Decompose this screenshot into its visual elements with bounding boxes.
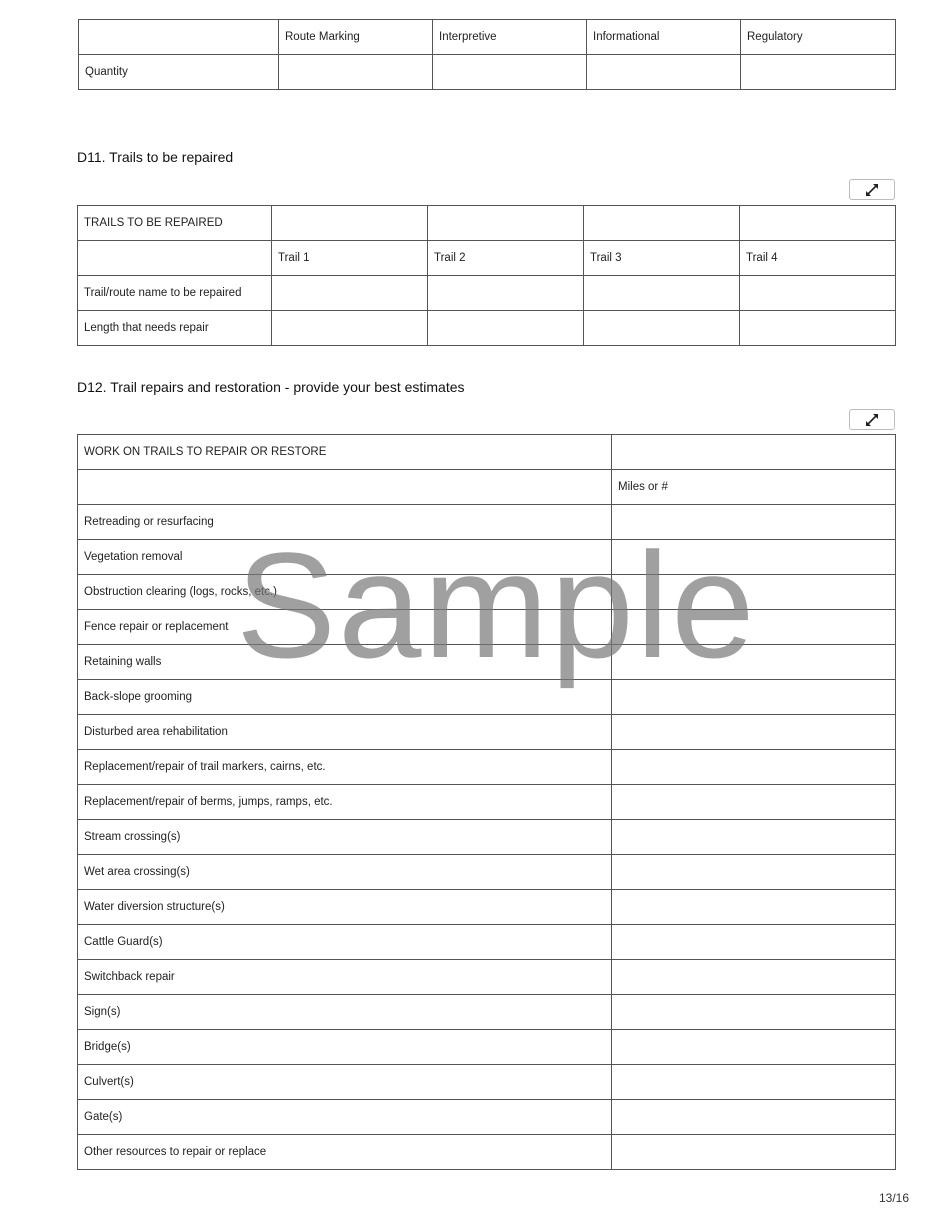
table-row: [78, 680, 896, 715]
row-label: Replacement/repair of berms, jumps, ramps, etc.: [78, 785, 612, 820]
table-cell: [584, 206, 740, 241]
row-label: Cattle Guard(s): [78, 925, 612, 960]
signs-quantity-table: [78, 19, 896, 90]
input-cell[interactable]: [612, 1135, 896, 1170]
input-cell[interactable]: [612, 750, 896, 785]
row-label: Length that needs repair: [78, 311, 272, 346]
table-row: [78, 610, 896, 645]
table-row: [78, 206, 896, 241]
table-row: [78, 505, 896, 540]
table-row: [78, 645, 896, 680]
table-row: [78, 575, 896, 610]
table-row: [78, 1135, 896, 1170]
row-label: Trail/route name to be repaired: [78, 276, 272, 311]
table-row: [78, 276, 896, 311]
row-label: Retaining walls: [78, 645, 612, 680]
input-cell[interactable]: [272, 311, 428, 346]
row-label: Gate(s): [78, 1100, 612, 1135]
input-cell[interactable]: [612, 715, 896, 750]
row-label: Water diversion structure(s): [78, 890, 612, 925]
table-row: [78, 960, 896, 995]
table-row: [78, 241, 896, 276]
input-cell[interactable]: [741, 55, 896, 90]
expand-button[interactable]: [849, 179, 895, 200]
row-label: Fence repair or replacement: [78, 610, 612, 645]
input-cell[interactable]: [612, 505, 896, 540]
table-row: [78, 785, 896, 820]
column-header: Interpretive: [433, 20, 587, 55]
input-cell[interactable]: [612, 820, 896, 855]
input-cell[interactable]: [428, 276, 584, 311]
sample-watermark: Sample: [236, 521, 757, 689]
table-row: [78, 855, 896, 890]
table-cell: [78, 470, 612, 505]
table-cell: [428, 206, 584, 241]
table-row: [78, 925, 896, 960]
input-cell[interactable]: [740, 311, 896, 346]
column-header: Trail 3: [584, 241, 740, 276]
row-label: Culvert(s): [78, 1065, 612, 1100]
input-cell[interactable]: [428, 311, 584, 346]
column-header: Trail 1: [272, 241, 428, 276]
input-cell[interactable]: [612, 610, 896, 645]
input-cell[interactable]: [272, 276, 428, 311]
table-row: [78, 435, 896, 470]
table-row: [78, 1100, 896, 1135]
input-cell[interactable]: [740, 276, 896, 311]
column-header: Trail 2: [428, 241, 584, 276]
input-cell[interactable]: [612, 855, 896, 890]
input-cell[interactable]: [612, 540, 896, 575]
table-cell: [612, 435, 896, 470]
input-cell[interactable]: [612, 925, 896, 960]
section-title-d11: D11. Trails to be repaired: [77, 149, 234, 165]
row-label: Disturbed area rehabilitation: [78, 715, 612, 750]
table-cell: [272, 206, 428, 241]
page-number: 13/16: [878, 1191, 909, 1205]
table-header-label: TRAILS TO BE REPAIRED: [78, 206, 272, 241]
row-label: Switchback repair: [78, 960, 612, 995]
input-cell[interactable]: [612, 1100, 896, 1135]
table-cell: [78, 241, 272, 276]
row-label: Stream crossing(s): [78, 820, 612, 855]
row-label: Quantity: [79, 55, 279, 90]
input-cell[interactable]: [279, 55, 433, 90]
section-title-d12: D12. Trail repairs and restoration - provide your best estimates: [77, 379, 465, 395]
input-cell[interactable]: [612, 645, 896, 680]
row-label: Vegetation removal: [78, 540, 612, 575]
row-label: Replacement/repair of trail markers, cairns, etc.: [78, 750, 612, 785]
table-row: [78, 995, 896, 1030]
trails-to-repair-table: [77, 205, 896, 346]
row-label: Wet area crossing(s): [78, 855, 612, 890]
column-header: Miles or #: [612, 470, 896, 505]
table-row: [78, 1030, 896, 1065]
expand-icon: [865, 413, 879, 427]
column-header: Trail 4: [740, 241, 896, 276]
column-header: Regulatory: [741, 20, 896, 55]
table-row: [78, 311, 896, 346]
input-cell[interactable]: [612, 1030, 896, 1065]
table-cell: [79, 20, 279, 55]
expand-icon: [865, 183, 879, 197]
table-row: [78, 890, 896, 925]
row-label: Obstruction clearing (logs, rocks, etc.): [78, 575, 612, 610]
column-header: Informational: [587, 20, 741, 55]
row-label: Back-slope grooming: [78, 680, 612, 715]
input-cell[interactable]: [612, 680, 896, 715]
table-row: [79, 55, 896, 90]
input-cell[interactable]: [612, 785, 896, 820]
row-label: Bridge(s): [78, 1030, 612, 1065]
column-header: Route Marking: [279, 20, 433, 55]
row-label: Sign(s): [78, 995, 612, 1030]
input-cell[interactable]: [587, 55, 741, 90]
table-row: [78, 470, 896, 505]
input-cell[interactable]: [612, 960, 896, 995]
table-row: [78, 750, 896, 785]
input-cell[interactable]: [612, 1065, 896, 1100]
table-row: [78, 540, 896, 575]
input-cell[interactable]: [612, 995, 896, 1030]
input-cell[interactable]: [612, 890, 896, 925]
input-cell[interactable]: [433, 55, 587, 90]
table-row: [78, 715, 896, 750]
table-row: [78, 1065, 896, 1100]
expand-button[interactable]: [849, 409, 895, 430]
input-cell[interactable]: [584, 311, 740, 346]
row-label: Other resources to repair or replace: [78, 1135, 612, 1170]
table-header-label: WORK ON TRAILS TO REPAIR OR RESTORE: [78, 435, 612, 470]
trail-repairs-table: [77, 434, 896, 1170]
table-row: [78, 820, 896, 855]
table-header-row: [79, 20, 896, 55]
table-cell: [740, 206, 896, 241]
input-cell[interactable]: [584, 276, 740, 311]
row-label: Retreading or resurfacing: [78, 505, 612, 540]
input-cell[interactable]: [612, 575, 896, 610]
